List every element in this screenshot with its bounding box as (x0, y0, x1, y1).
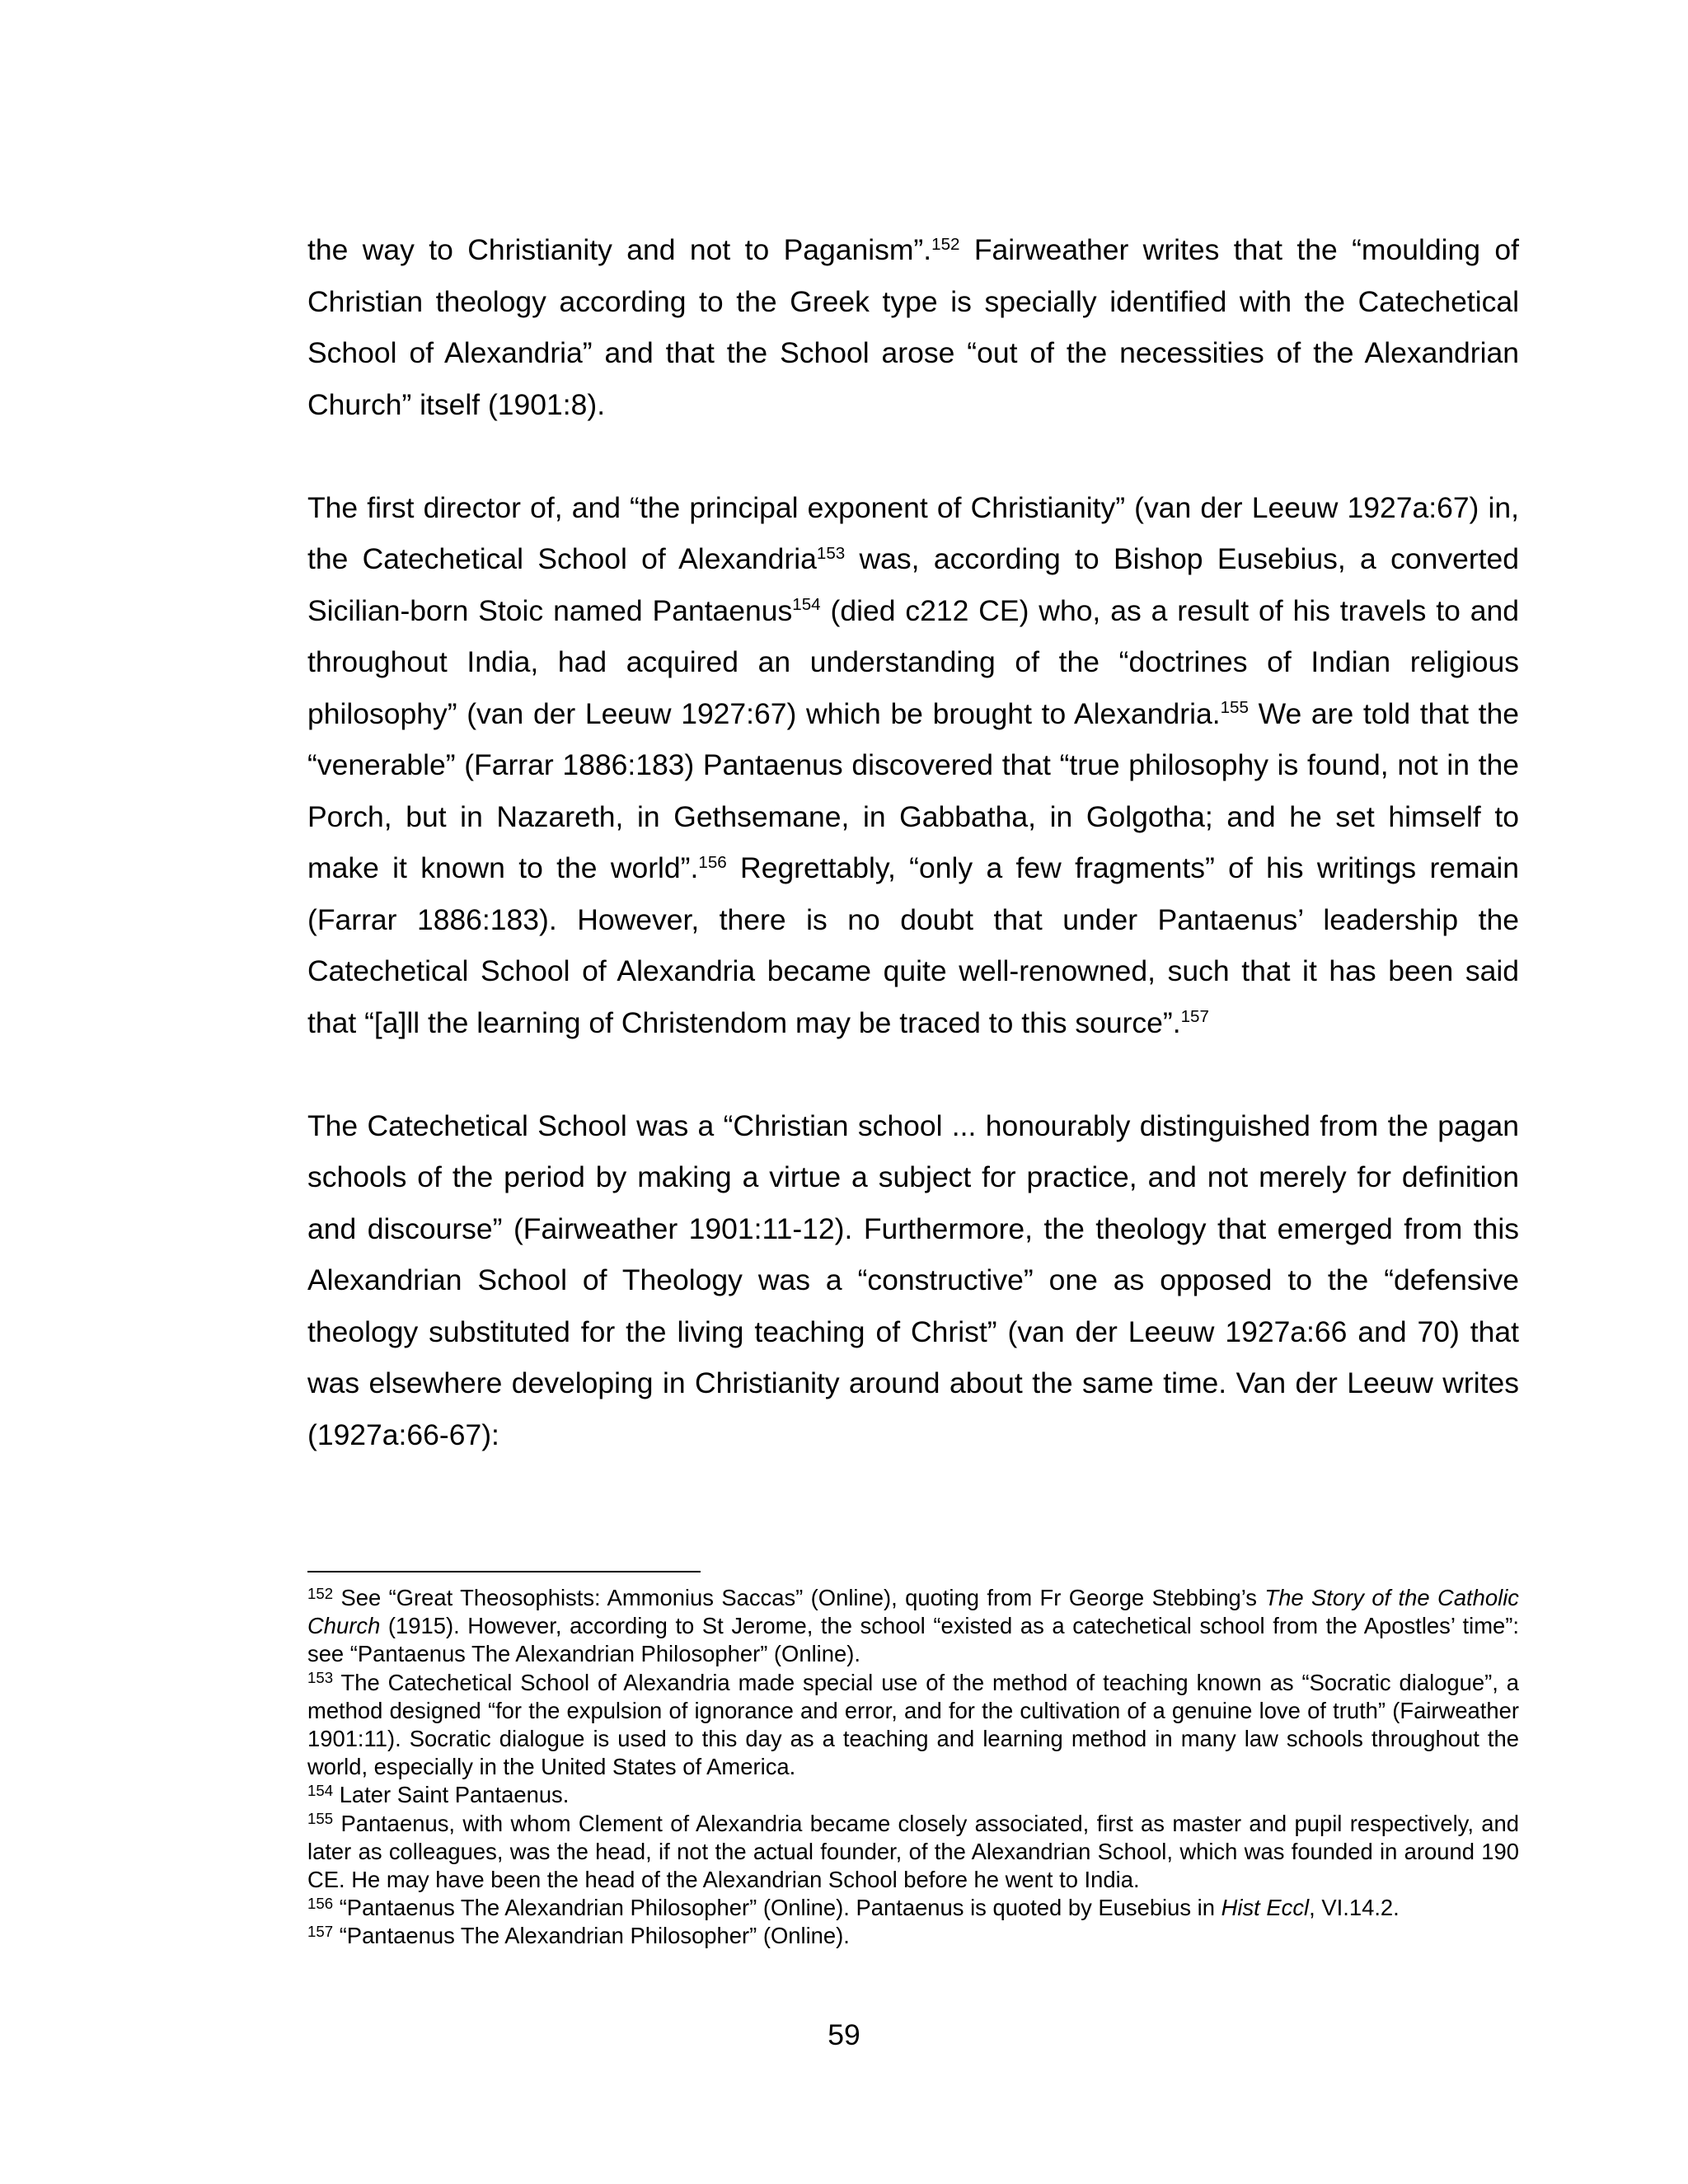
page-number: 59 (828, 2018, 860, 2051)
paragraph-1 (307, 224, 1519, 430)
footnote-separator (307, 1571, 701, 1572)
text-run: The first director of, and “the principal exponent of Christianity” (van der Leeuw 1927a:67) in, the Catechetical School of Alexandria (307, 490, 1519, 575)
text-run: The Catechetical School was a “Christian school ... honourably distinguished from the pagan schools of the period by making a virtue a subject for practice, and not merely for definition and discourse” (Fairweather 1901:11-12). Furthermore, the theology that emerged from this Alexandrian School of Theology was a “constructive” one as opposed to the “defensive theology substituted for the living teaching of Christ” (van der Leeuw 1927a:66 and 70) that was elsewhere developing in Christianity around about the same time. Van der Leeuw writes (1927a:66-67): (307, 1108, 1519, 1451)
body-text (307, 224, 1519, 1460)
paragraph-3 (307, 1100, 1519, 1461)
footnote-ref-157[interactable]: 157 (1180, 1007, 1209, 1027)
footnote-156 (307, 1894, 1519, 1922)
footnote-152 (307, 1584, 1519, 1669)
footnote-text: “Pantaenus The Alexandrian Philosopher” (Online). (333, 1923, 850, 1949)
footnote-155 (307, 1810, 1519, 1895)
footnote-text: Pantaenus, with whom Clement of Alexandria became closely associated, first as master and pupil respectively, and later as colleagues, was the head, if not the actual founder, of the Alexandrian School, which was founded in around 190 CE. He may have been the head of the Alexandrian School before he went to India. (307, 1810, 1519, 1893)
footnote-title-italic: The Story of the Catholic Church (307, 1585, 1519, 1639)
footnote-ref-153[interactable]: 153 (816, 543, 846, 563)
footnote-number: 154 (307, 1782, 334, 1800)
footnote-text: The Catechetical School of Alexandria made special use of the method of teaching known as “Socratic dialogue”, a method designed “for the expulsion of ignorance and error, and for the cultivation of a genuine love of truth” (Fairweather 1901:11). Socratic dialogue is used to this day as a teaching and learning method in many law schools throughout the world, especially in the United States of America. (307, 1669, 1519, 1780)
footnote-ref-154[interactable]: 154 (792, 595, 821, 615)
text-run: We are told that the “venerable” (Farrar 1886:183) Pantaenus discovered that “true philosophy is found, not in the Porch, but in Nazareth, in Gethsemane, in Gabbatha, in Golgotha; and he set himself to make it known to the world”. (307, 696, 1519, 884)
footnote-ref-152[interactable]: 152 (931, 234, 960, 254)
footnote-number: 156 (307, 1894, 334, 1912)
footnote-text: , VI.14.2. (1309, 1895, 1400, 1921)
footnote-text: Later Saint Pantaenus. (333, 1782, 570, 1808)
footnote-154 (307, 1781, 1519, 1809)
footnote-text: (1915). However, according to St Jerome, the school “existed as a catechetical school from the Apostles’ time”: see “Pantaenus The Alexandrian Philosopher” (Online). (307, 1613, 1519, 1667)
footnote-number: 153 (307, 1669, 334, 1687)
footnote-153 (307, 1669, 1519, 1782)
paragraph-gap (307, 430, 1519, 482)
paragraph-2 (307, 482, 1519, 1049)
text-run: the way to Christianity and not to Paganism”. (307, 233, 932, 266)
footnote-text: “Pantaenus The Alexandrian Philosopher” (Online). Pantaenus is quoted by Eusebius in (333, 1895, 1221, 1921)
footnotes (307, 1584, 1519, 1951)
text-run: was, according to Bishop Eusebius, a converted Sicilian-born Stoic named Pantaenus (307, 542, 1519, 627)
footnote-number: 152 (307, 1584, 334, 1602)
footnote-157 (307, 1922, 1519, 1950)
footnote-text: See “Great Theosophists: Ammonius Saccas” (Online), quoting from Fr George Stebbing’s (333, 1585, 1265, 1610)
text-run: (died c212 CE) who, as a result of his travels to and throughout India, had acquired an understanding of the “doctrines of Indian religious philosophy” (van der Leeuw 1927:67) which be brought to Alexandria. (307, 593, 1519, 730)
footnote-number: 157 (307, 1923, 334, 1941)
text-run: Fairweather writes that the “moulding of Christian theology according to the Greek type is specially identified with the Catechetical School of Alexandria” and that the School arose “out of the necessities of the Alexandrian Church” itself (1901:8). (307, 233, 1519, 421)
footnote-ref-155[interactable]: 155 (1220, 698, 1249, 718)
footnote-number: 155 (307, 1810, 334, 1828)
paragraph-gap (307, 1048, 1519, 1100)
text-run: Regrettably, “only a few fragments” of his writings remain (Farrar 1886:183). However, there is no doubt that under Pantaenus’ leadership the Catechetical School of Alexandria became quite well-renowned, such that it has been said that “[a]ll the learning of Christendom may be traced to this source”. (307, 851, 1519, 1039)
footnote-ref-156[interactable]: 156 (698, 852, 727, 872)
footnote-title-italic: Hist Eccl (1221, 1895, 1310, 1921)
